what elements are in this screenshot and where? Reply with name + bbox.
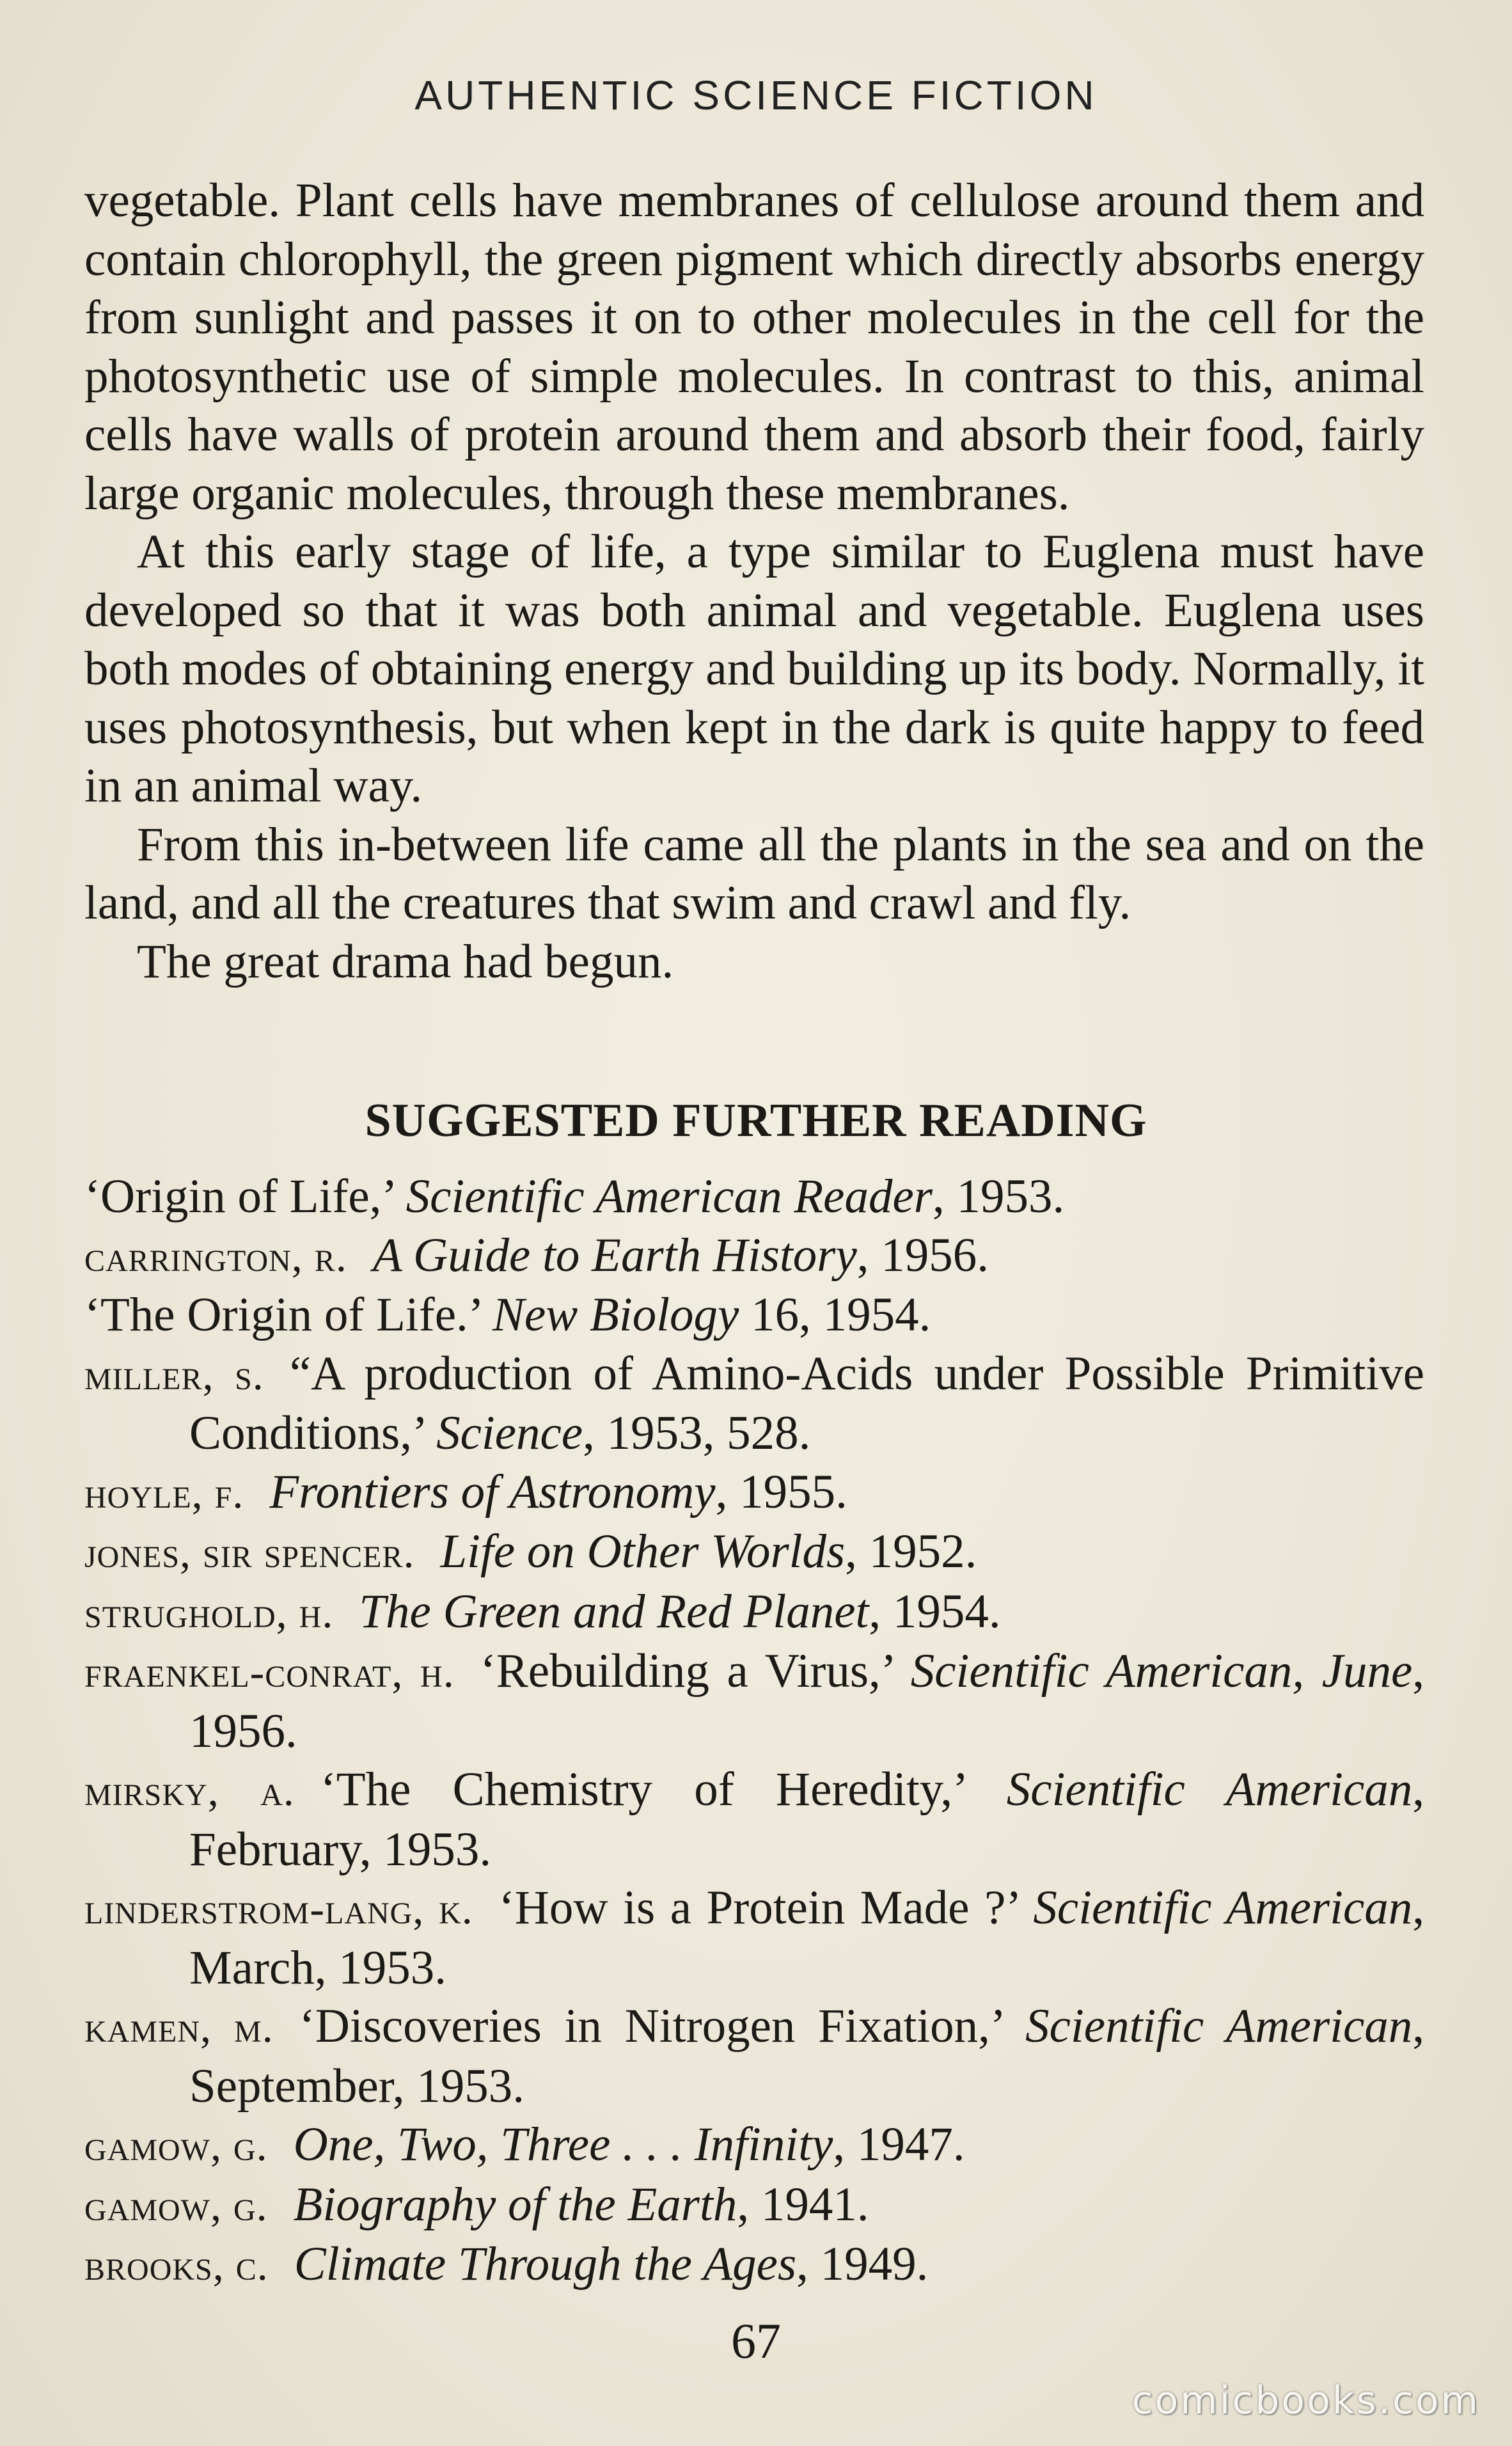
paragraph: At this early stage of life, a type similar to Euglena must have developed so that it was both animal and vegetable. Euglena uses both modes of obtaining energy and building up its body. Normally, it uses photosynthesis, but when kept in the dark is quite happy to feed in an animal way. <box>84 525 1424 812</box>
reference-details: , 1955. <box>715 1465 847 1519</box>
reference-entry <box>84 1286 1424 1345</box>
paragraph: From this in-between life came all the plants in the sea and on the land, and all the creatures that swim and crawl and fly. <box>84 817 1424 929</box>
reference-title: Scientific American <box>1025 2000 1413 2053</box>
reference-entry <box>84 1522 1424 1582</box>
reference-author: strughold, h. <box>84 1588 334 1637</box>
reference-title: Biography of the Earth <box>293 2177 737 2231</box>
reading-list <box>84 1167 1424 2295</box>
reference-author: fraenkel-conrat, h. <box>84 1648 455 1696</box>
reference-author: kamen, m. <box>84 2003 274 2051</box>
reference-details: , 1949. <box>796 2237 929 2291</box>
reference-entry <box>84 1879 1424 1997</box>
reference-details: , 1941. <box>737 2177 869 2231</box>
reference-title: Life on Other Worlds <box>440 1525 846 1578</box>
reference-title: One, Two, Three . . . Infinity <box>293 2118 833 2171</box>
running-head: AUTHENTIC SCIENCE FICTION <box>414 72 1098 118</box>
reference-title: Science <box>436 1407 583 1460</box>
paragraph: The great drama had begun. <box>137 935 674 988</box>
reference-title: The Green and Red Planet <box>359 1584 869 1638</box>
reference-author: hoyle, f. <box>84 1468 244 1517</box>
reference-author: linderstrom-lang, k. <box>84 1884 473 1933</box>
reference-article: ‘The Chemistry of Heredity,’ <box>320 1763 1007 1816</box>
reference-entry <box>84 1997 1424 2115</box>
reference-details: , 1953. <box>932 1170 1065 1223</box>
reference-entry <box>84 2235 1424 2295</box>
reference-title: Scientific American <box>1033 1881 1413 1934</box>
section-heading: SUGGESTED FURTHER READING <box>365 1094 1147 1147</box>
watermark: comicbooks.com <box>1131 2378 1480 2423</box>
reference-entry <box>84 2115 1424 2175</box>
reference-entry <box>84 1167 1424 1226</box>
reference-details: , 1952. <box>845 1525 977 1578</box>
reference-article: ‘How is a Protein Made ?’ <box>498 1881 1034 1934</box>
reference-entry <box>84 2175 1424 2236</box>
reference-title: Scientific American Reader <box>406 1170 933 1223</box>
reference-title: Scientific American, June <box>910 1645 1413 1698</box>
reference-article: “A production of Amino-Acids under Possible Primitive Conditions,’ <box>189 1346 1424 1460</box>
reference-author: miller, s. <box>84 1350 264 1399</box>
reference-title: Climate Through the Ages <box>294 2237 797 2291</box>
reference-details: , February, 1953. <box>189 1763 1424 1876</box>
article-body <box>84 171 1424 991</box>
reference-article: ‘Origin of Life,’ <box>84 1170 406 1223</box>
paragraph: vegetable. Plant cells have membranes of cellulose around them and contain chlorophyll, the green pigment which directly absorbs energy from sunlight and passes it on to other molecules in the cell for the photosynthetic use of simple molecules. In contrast to this, animal cells have walls of protein around them and absorb their food, fairly large organic molecules, through these membranes. <box>84 174 1424 520</box>
reference-author: gamow, g. <box>84 2121 268 2170</box>
reference-entry <box>84 1345 1424 1463</box>
reference-details: , 1956. <box>856 1228 989 1282</box>
reference-title: Scientific American <box>1006 1763 1413 1816</box>
reference-entry <box>84 1642 1424 1760</box>
reference-entry <box>84 1760 1424 1879</box>
reference-entry <box>84 1463 1424 1523</box>
reference-author: brooks, c. <box>84 2241 269 2289</box>
reference-details: 16, 1954. <box>739 1288 931 1341</box>
reference-details: , March, 1953. <box>189 1881 1424 1994</box>
reference-author: jones, sir spencer. <box>84 1528 415 1577</box>
reference-title: New Biology <box>492 1288 739 1341</box>
page-number: 67 <box>731 2313 781 2369</box>
reference-details: , September, 1953. <box>189 2000 1425 2113</box>
reference-details: , 1954. <box>869 1584 1001 1638</box>
reference-details: , 1956. <box>189 1645 1424 1758</box>
reference-article: ‘Discoveries in Nitrogen Fixation,’ <box>299 2000 1026 2053</box>
reference-details: , 1947. <box>833 2118 965 2171</box>
reference-entry <box>84 1582 1424 1643</box>
reference-author: gamow, g. <box>84 2181 268 2230</box>
reference-details: , 1953, 528. <box>583 1407 811 1460</box>
reference-title: A Guide to Earth History <box>372 1228 857 1282</box>
reference-title: Frontiers of Astronomy <box>269 1465 716 1519</box>
reference-article: ‘The Origin of Life.’ <box>84 1288 492 1341</box>
reference-author: mirsky, a. <box>84 1766 295 1815</box>
reference-entry <box>84 1226 1424 1286</box>
reference-article: ‘Rebuilding a Virus,’ <box>480 1645 911 1698</box>
reference-author: carrington, r. <box>84 1231 347 1281</box>
